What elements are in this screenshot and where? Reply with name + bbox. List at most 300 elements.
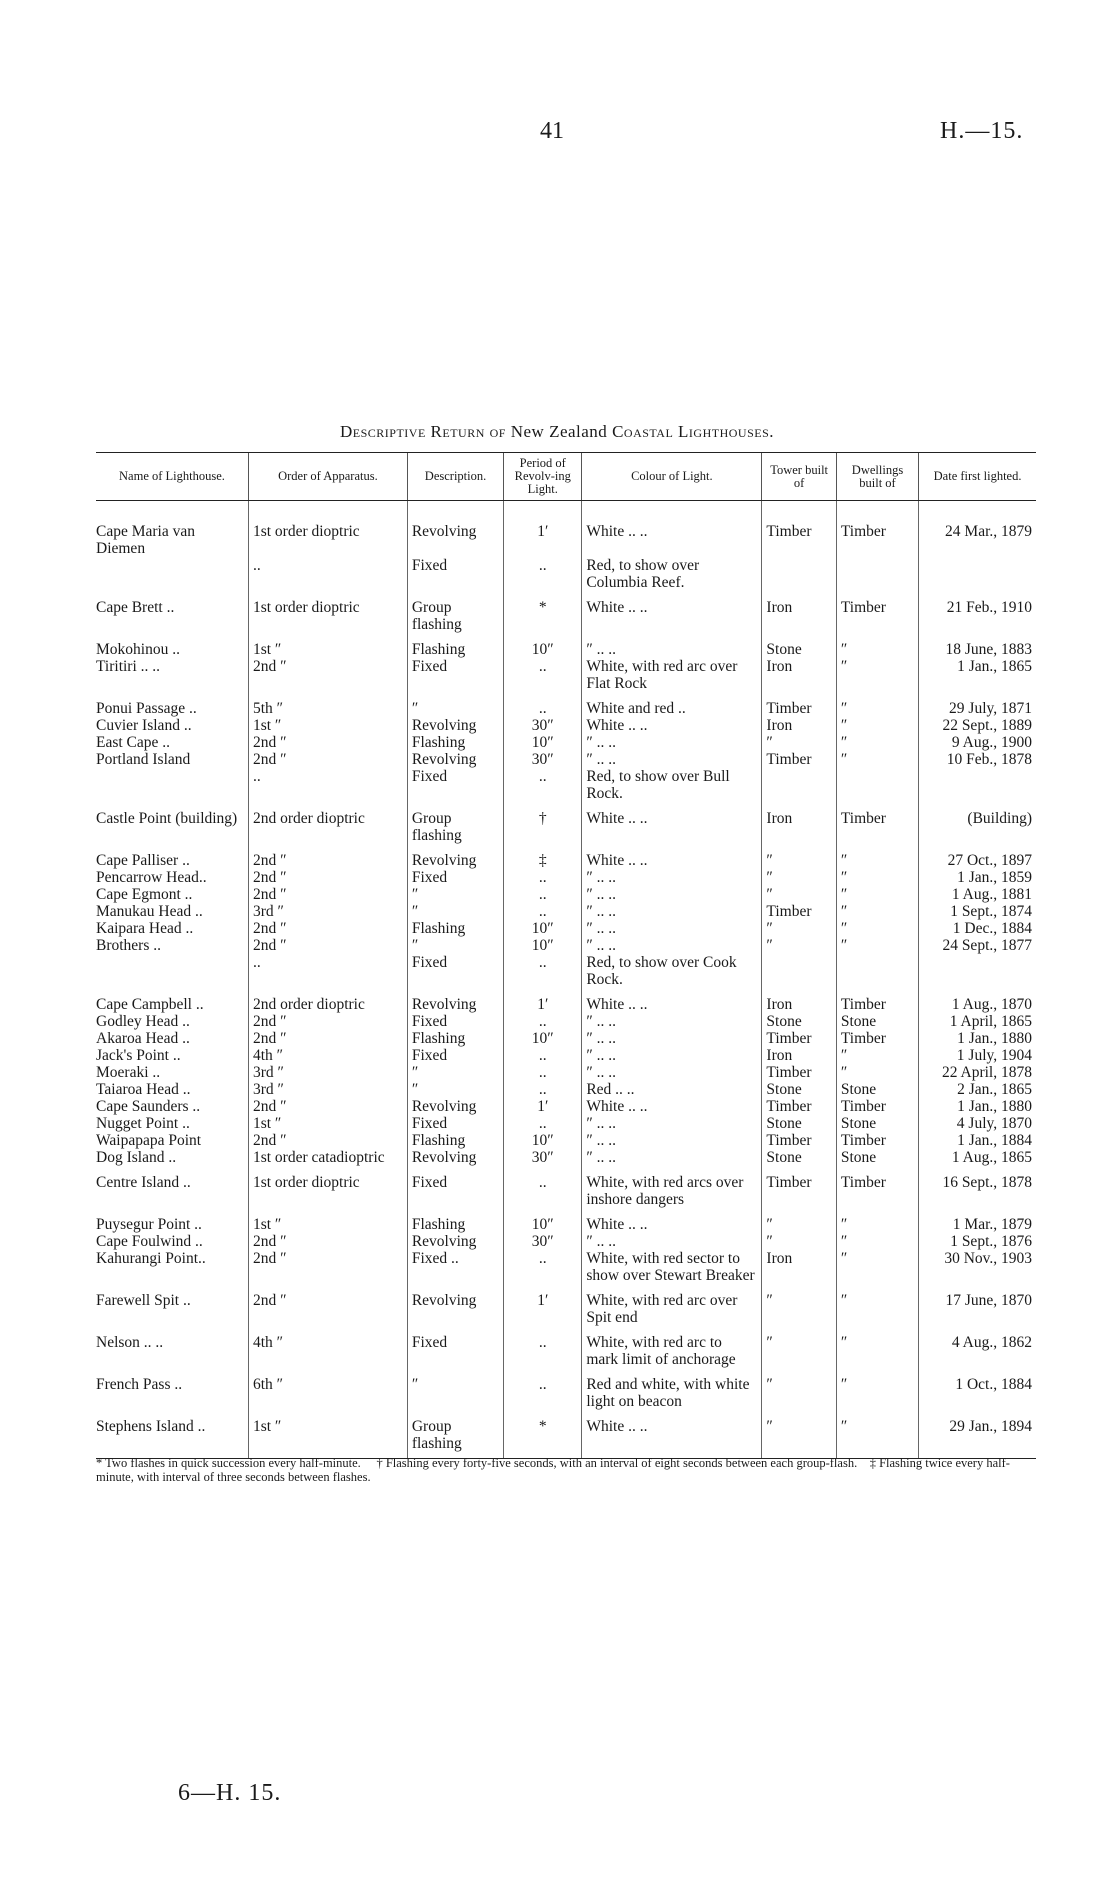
cell-name <box>96 557 248 591</box>
cell-colour: Red, to show over Cook Rock. <box>582 954 762 988</box>
cell-date: 24 Sept., 1877 <box>919 937 1036 954</box>
footnotes <box>96 1456 1036 1484</box>
cell-dwellings: ″ <box>836 1233 918 1250</box>
cell-date: 22 April, 1878 <box>919 1064 1036 1081</box>
cell-name: Manukau Head .. <box>96 903 203 920</box>
cell-tower: Timber <box>762 501 836 558</box>
cell-colour: Red and white, with white light on beacon <box>582 1368 762 1410</box>
cell-name: Kahurangi Point.. <box>96 1250 206 1267</box>
cell-colour: ″ .. .. <box>582 1030 762 1047</box>
table-row <box>96 591 1036 633</box>
cell-date: 1 Jan., 1859 <box>919 869 1036 886</box>
cell-dwellings: Stone <box>836 1149 918 1166</box>
cell-dwellings: ″ <box>836 1208 918 1233</box>
cell-name: French Pass .. <box>96 1376 183 1393</box>
cell-description: Flashing <box>407 1132 503 1149</box>
cell-tower: ″ <box>762 1410 836 1459</box>
cell-tower: Stone <box>762 1115 836 1132</box>
cell-colour: Red, to show over Bull Rock. <box>582 768 762 802</box>
cell-dwellings: ″ <box>836 1410 918 1459</box>
cell-order: 2nd ″ <box>248 1132 407 1149</box>
table-row <box>96 937 1036 954</box>
header-name: Name of Lighthouse. <box>96 453 248 501</box>
cell-date: 18 June, 1883 <box>919 633 1036 658</box>
cell-period: .. <box>504 1013 582 1030</box>
cell-description: Group flashing <box>407 591 503 633</box>
cell-name: Pencarrow Head.. <box>96 869 207 886</box>
cell-dwellings: ″ <box>836 886 918 903</box>
table-row <box>96 1115 1036 1132</box>
cell-tower <box>762 954 836 988</box>
page-number: 41 <box>540 118 564 144</box>
cell-dwellings: ″ <box>836 658 918 692</box>
cell-date: 1 Jan., 1865 <box>919 658 1036 692</box>
table-row <box>96 717 1036 734</box>
cell-date <box>919 768 1036 802</box>
cell-period: 10″ <box>504 1132 582 1149</box>
cell-tower: ″ <box>762 1326 836 1368</box>
table-row <box>96 1250 1036 1284</box>
cell-period: 10″ <box>504 937 582 954</box>
cell-dwellings <box>836 557 918 591</box>
cell-order: 1st ″ <box>248 1208 407 1233</box>
cell-tower: Stone <box>762 1149 836 1166</box>
cell-order: 4th ″ <box>248 1047 407 1064</box>
cell-period: 1′ <box>504 988 582 1013</box>
cell-date: 30 Nov., 1903 <box>919 1250 1036 1284</box>
footnote-star: * Two flashes in quick succession every half-minute. <box>96 1456 361 1470</box>
cell-dwellings: ″ <box>836 717 918 734</box>
cell-colour: White .. .. <box>582 802 762 844</box>
cell-description: Revolving <box>407 988 503 1013</box>
cell-colour: ″ .. .. <box>582 903 762 920</box>
title-part-3: Coastal Lighthouses. <box>612 422 774 441</box>
table-title <box>0 422 1114 442</box>
cell-description: Fixed <box>407 658 503 692</box>
cell-date: 1 Aug., 1881 <box>919 886 1036 903</box>
cell-date: 1 April, 1865 <box>919 1013 1036 1030</box>
cell-description: ″ <box>407 1081 503 1098</box>
cell-dwellings <box>836 954 918 988</box>
cell-colour: White .. .. <box>582 1098 762 1115</box>
cell-date: 1 Aug., 1870 <box>919 988 1036 1013</box>
lighthouse-table <box>96 452 1036 1459</box>
cell-colour: ″ .. .. <box>582 1013 762 1030</box>
cell-date: (Building) <box>919 802 1036 844</box>
table-row <box>96 1149 1036 1166</box>
cell-order: 1st order catadioptric <box>248 1149 407 1166</box>
header-dwellings: Dwellings built of <box>836 453 918 501</box>
cell-name: Cape Foulwind .. <box>96 1233 203 1250</box>
cell-colour: White .. .. <box>582 717 762 734</box>
cell-dwellings: ″ <box>836 937 918 954</box>
cell-order: 4th ″ <box>248 1326 407 1368</box>
cell-name: Cape Campbell .. <box>96 996 204 1013</box>
cell-colour: White .. .. <box>582 591 762 633</box>
cell-period: 10″ <box>504 1030 582 1047</box>
cell-colour: White, with red arcs over inshore dangers <box>582 1166 762 1208</box>
cell-order: 6th ″ <box>248 1368 407 1410</box>
cell-name: Cape Maria van Diemen <box>96 523 195 557</box>
cell-period: ‡ <box>504 844 582 869</box>
table-row <box>96 692 1036 717</box>
cell-tower: ″ <box>762 869 836 886</box>
cell-tower: ″ <box>762 937 836 954</box>
cell-date: 1 Sept., 1876 <box>919 1233 1036 1250</box>
cell-tower: Timber <box>762 1064 836 1081</box>
cell-description: Flashing <box>407 920 503 937</box>
cell-order: 2nd ″ <box>248 844 407 869</box>
cell-name: Castle Point (building) <box>96 810 238 827</box>
cell-dwellings <box>836 768 918 802</box>
cell-description: ″ <box>407 903 503 920</box>
cell-name: Nugget Point .. <box>96 1115 190 1132</box>
cell-order: 3rd ″ <box>248 1064 407 1081</box>
cell-dwellings: Stone <box>836 1115 918 1132</box>
cell-dwellings: Timber <box>836 1132 918 1149</box>
cell-description: Fixed <box>407 1166 503 1208</box>
cell-description: Flashing <box>407 1030 503 1047</box>
table-row <box>96 1098 1036 1115</box>
cell-period: 10″ <box>504 633 582 658</box>
cell-name: Puysegur Point .. <box>96 1216 202 1233</box>
cell-dwellings: ″ <box>836 734 918 751</box>
cell-name: Cape Saunders .. <box>96 1098 201 1115</box>
cell-order: 2nd ″ <box>248 1013 407 1030</box>
cell-colour: ″ .. .. <box>582 1149 762 1166</box>
cell-period: .. <box>504 1081 582 1098</box>
cell-date: 9 Aug., 1900 <box>919 734 1036 751</box>
cell-tower: ″ <box>762 844 836 869</box>
cell-dwellings: ″ <box>836 633 918 658</box>
cell-dwellings: ″ <box>836 869 918 886</box>
cell-colour: ″ .. .. <box>582 920 762 937</box>
cell-colour: White, with red arc to mark limit of anchorage <box>582 1326 762 1368</box>
table-row <box>96 844 1036 869</box>
cell-description: Revolving <box>407 1098 503 1115</box>
cell-order: 2nd ″ <box>248 1098 407 1115</box>
cell-name: Godley Head .. <box>96 1013 190 1030</box>
cell-description: Revolving <box>407 717 503 734</box>
cell-name: Taiaroa Head .. <box>96 1081 191 1098</box>
cell-order: 1st ″ <box>248 1115 407 1132</box>
cell-colour: ″ .. .. <box>582 734 762 751</box>
cell-description: ″ <box>407 1064 503 1081</box>
cell-date: 29 Jan., 1894 <box>919 1410 1036 1459</box>
cell-period: .. <box>504 869 582 886</box>
cell-order: 3rd ″ <box>248 903 407 920</box>
table-row <box>96 1132 1036 1149</box>
table-row <box>96 1013 1036 1030</box>
cell-colour: ″ .. .. <box>582 1047 762 1064</box>
cell-colour: White .. .. <box>582 844 762 869</box>
cell-dwellings: ″ <box>836 844 918 869</box>
cell-description: Flashing <box>407 734 503 751</box>
cell-date: 10 Feb., 1878 <box>919 751 1036 768</box>
cell-description: Fixed <box>407 1326 503 1368</box>
cell-colour: Red .. .. <box>582 1081 762 1098</box>
cell-tower: Timber <box>762 1098 836 1115</box>
cell-period: * <box>504 591 582 633</box>
cell-dwellings: ″ <box>836 1250 918 1284</box>
table-row <box>96 557 1036 591</box>
cell-date: 1 Mar., 1879 <box>919 1208 1036 1233</box>
cell-description: ″ <box>407 1368 503 1410</box>
cell-tower: Timber <box>762 1132 836 1149</box>
cell-dwellings: Timber <box>836 1098 918 1115</box>
sheet-signature: 6—H. 15. <box>178 1780 282 1806</box>
cell-period: .. <box>504 903 582 920</box>
cell-tower <box>762 768 836 802</box>
cell-dwellings: ″ <box>836 1326 918 1368</box>
cell-colour: White and red .. <box>582 692 762 717</box>
cell-description: Flashing <box>407 633 503 658</box>
cell-order: 2nd ″ <box>248 886 407 903</box>
cell-tower: Timber <box>762 692 836 717</box>
cell-description: Fixed .. <box>407 1250 503 1284</box>
cell-tower: ″ <box>762 1368 836 1410</box>
cell-period: 30″ <box>504 1149 582 1166</box>
cell-name: Portland Island <box>96 751 191 768</box>
cell-order: 1st ″ <box>248 1410 407 1459</box>
table-row <box>96 1326 1036 1368</box>
table-row <box>96 903 1036 920</box>
table-row <box>96 869 1036 886</box>
cell-name: Jack's Point .. <box>96 1047 181 1064</box>
cell-colour: White, with red arc over Spit end <box>582 1284 762 1326</box>
cell-period: 10″ <box>504 920 582 937</box>
cell-description: Fixed <box>407 768 503 802</box>
cell-colour: White .. .. <box>582 501 762 558</box>
table-row <box>96 1047 1036 1064</box>
cell-date: 1 Aug., 1865 <box>919 1149 1036 1166</box>
cell-period: 1′ <box>504 1098 582 1115</box>
cell-date: 29 July, 1871 <box>919 692 1036 717</box>
table-header-row <box>96 453 1036 501</box>
header-date: Date first lighted. <box>919 453 1036 501</box>
cell-date: 22 Sept., 1889 <box>919 717 1036 734</box>
cell-period: .. <box>504 1166 582 1208</box>
cell-colour: ″ .. .. <box>582 1233 762 1250</box>
cell-tower: Timber <box>762 751 836 768</box>
cell-order: 2nd ″ <box>248 869 407 886</box>
cell-period: .. <box>504 1368 582 1410</box>
cell-tower: Iron <box>762 717 836 734</box>
cell-dwellings: Timber <box>836 988 918 1013</box>
cell-dwellings: Timber <box>836 501 918 558</box>
cell-description: Revolving <box>407 501 503 558</box>
cell-description: ″ <box>407 937 503 954</box>
cell-order: 2nd ″ <box>248 937 407 954</box>
cell-name: Centre Island .. <box>96 1174 191 1191</box>
cell-order: 1st order dioptric <box>248 501 407 558</box>
cell-date <box>919 557 1036 591</box>
header-period: Period of Revolv-ing Light. <box>504 453 582 501</box>
title-part-1: Descriptive Return of <box>340 422 506 441</box>
cell-colour: ″ .. .. <box>582 886 762 903</box>
cell-period: .. <box>504 1250 582 1284</box>
table-row <box>96 734 1036 751</box>
table-row <box>96 501 1036 558</box>
cell-description: Revolving <box>407 1233 503 1250</box>
cell-period: .. <box>504 1115 582 1132</box>
cell-dwellings: ″ <box>836 1368 918 1410</box>
cell-colour: ″ .. .. <box>582 751 762 768</box>
cell-name: Farewell Spit .. <box>96 1292 191 1309</box>
cell-tower: ″ <box>762 1208 836 1233</box>
cell-period: .. <box>504 1047 582 1064</box>
cell-tower: Iron <box>762 1047 836 1064</box>
cell-colour: ″ .. .. <box>582 1064 762 1081</box>
cell-period: .. <box>504 1326 582 1368</box>
table-row <box>96 1030 1036 1047</box>
cell-order: 3rd ″ <box>248 1081 407 1098</box>
cell-dwellings: Stone <box>836 1013 918 1030</box>
header-description: Description. <box>407 453 503 501</box>
cell-name: Cape Palliser .. <box>96 852 190 869</box>
table-row <box>96 802 1036 844</box>
cell-date: 1 Jan., 1880 <box>919 1030 1036 1047</box>
cell-order: .. <box>248 768 407 802</box>
cell-date: 24 Mar., 1879 <box>919 501 1036 558</box>
cell-period: 1′ <box>504 1284 582 1326</box>
table-row <box>96 1208 1036 1233</box>
cell-order: 2nd order dioptric <box>248 802 407 844</box>
cell-order: .. <box>248 557 407 591</box>
cell-name: Tiritiri .. .. <box>96 658 161 675</box>
cell-colour: White .. .. <box>582 988 762 1013</box>
table-row <box>96 988 1036 1013</box>
table-row <box>96 1284 1036 1326</box>
cell-period: 1′ <box>504 501 582 558</box>
cell-period: .. <box>504 692 582 717</box>
cell-dwellings: ″ <box>836 903 918 920</box>
cell-order: 2nd ″ <box>248 920 407 937</box>
cell-tower: Iron <box>762 988 836 1013</box>
table-row <box>96 1064 1036 1081</box>
cell-colour: ″ .. .. <box>582 633 762 658</box>
cell-name: Nelson .. .. <box>96 1334 164 1351</box>
header-colour: Colour of Light. <box>582 453 762 501</box>
table-row <box>96 633 1036 658</box>
footnote-dagger: † Flashing every forty-five seconds, with an interval of eight seconds between each group-flash. <box>376 1456 858 1470</box>
cell-tower: ″ <box>762 886 836 903</box>
cell-name <box>96 768 248 802</box>
cell-dwellings: ″ <box>836 751 918 768</box>
cell-period: 30″ <box>504 751 582 768</box>
cell-name: Waipapapa Point <box>96 1132 202 1149</box>
table-row <box>96 1410 1036 1459</box>
cell-name: Moeraki .. <box>96 1064 161 1081</box>
cell-order: 1st order dioptric <box>248 591 407 633</box>
cell-period: 30″ <box>504 717 582 734</box>
cell-order: 1st order dioptric <box>248 1166 407 1208</box>
cell-description: Revolving <box>407 751 503 768</box>
document-reference: H.—15. <box>940 118 1024 144</box>
cell-name: Akaroa Head .. <box>96 1030 190 1047</box>
table-row <box>96 954 1036 988</box>
cell-date: 4 Aug., 1862 <box>919 1326 1036 1368</box>
cell-description: Fixed <box>407 1013 503 1030</box>
cell-description: Revolving <box>407 1149 503 1166</box>
table-row <box>96 1166 1036 1208</box>
cell-colour: White, with red sector to show over Stewart Breaker <box>582 1250 762 1284</box>
cell-date: 1 July, 1904 <box>919 1047 1036 1064</box>
cell-name: Cape Brett .. <box>96 599 175 616</box>
cell-period: * <box>504 1410 582 1459</box>
cell-period: .. <box>504 1064 582 1081</box>
cell-order: .. <box>248 954 407 988</box>
table-row <box>96 886 1036 903</box>
cell-order: 2nd ″ <box>248 734 407 751</box>
cell-description: Fixed <box>407 869 503 886</box>
cell-colour: Red, to show over Columbia Reef. <box>582 557 762 591</box>
table-row <box>96 751 1036 768</box>
cell-tower: Stone <box>762 633 836 658</box>
cell-description: Fixed <box>407 954 503 988</box>
table-row <box>96 768 1036 802</box>
header-order: Order of Apparatus. <box>248 453 407 501</box>
cell-name: Cuvier Island .. <box>96 717 192 734</box>
cell-name: Dog Island .. <box>96 1149 177 1166</box>
cell-dwellings: ″ <box>836 692 918 717</box>
cell-tower: Stone <box>762 1081 836 1098</box>
cell-date <box>919 954 1036 988</box>
cell-tower: Stone <box>762 1013 836 1030</box>
cell-period: † <box>504 802 582 844</box>
cell-order: 1st ″ <box>248 717 407 734</box>
cell-period: .. <box>504 954 582 988</box>
cell-description: Revolving <box>407 1284 503 1326</box>
cell-description: Revolving <box>407 844 503 869</box>
table-row <box>96 1233 1036 1250</box>
cell-date: 21 Feb., 1910 <box>919 591 1036 633</box>
cell-dwellings: ″ <box>836 1064 918 1081</box>
table-row <box>96 1368 1036 1410</box>
cell-date: 27 Oct., 1897 <box>919 844 1036 869</box>
cell-name: Ponui Passage .. <box>96 700 197 717</box>
cell-period: .. <box>504 886 582 903</box>
cell-date: 16 Sept., 1878 <box>919 1166 1036 1208</box>
cell-order: 2nd ″ <box>248 751 407 768</box>
cell-order: 5th ″ <box>248 692 407 717</box>
cell-colour: ″ .. .. <box>582 937 762 954</box>
cell-period: .. <box>504 557 582 591</box>
cell-date: 2 Jan., 1865 <box>919 1081 1036 1098</box>
table-row <box>96 920 1036 937</box>
cell-tower: ″ <box>762 920 836 937</box>
cell-date: 1 Jan., 1880 <box>919 1098 1036 1115</box>
cell-colour: White, with red arc over Flat Rock <box>582 658 762 692</box>
table-row <box>96 658 1036 692</box>
cell-colour: ″ .. .. <box>582 1132 762 1149</box>
cell-description: Fixed <box>407 1047 503 1064</box>
cell-dwellings: Timber <box>836 1030 918 1047</box>
cell-dwellings: ″ <box>836 1047 918 1064</box>
cell-dwellings: Stone <box>836 1081 918 1098</box>
cell-dwellings: ″ <box>836 920 918 937</box>
cell-dwellings: Timber <box>836 1166 918 1208</box>
cell-date: 4 July, 1870 <box>919 1115 1036 1132</box>
cell-tower: ″ <box>762 1284 836 1326</box>
cell-description: Group flashing <box>407 802 503 844</box>
cell-name: East Cape .. <box>96 734 171 751</box>
cell-colour: ″ .. .. <box>582 869 762 886</box>
cell-order: 2nd ″ <box>248 1250 407 1284</box>
cell-tower: Timber <box>762 903 836 920</box>
cell-tower: ″ <box>762 1233 836 1250</box>
table-row <box>96 1081 1036 1098</box>
